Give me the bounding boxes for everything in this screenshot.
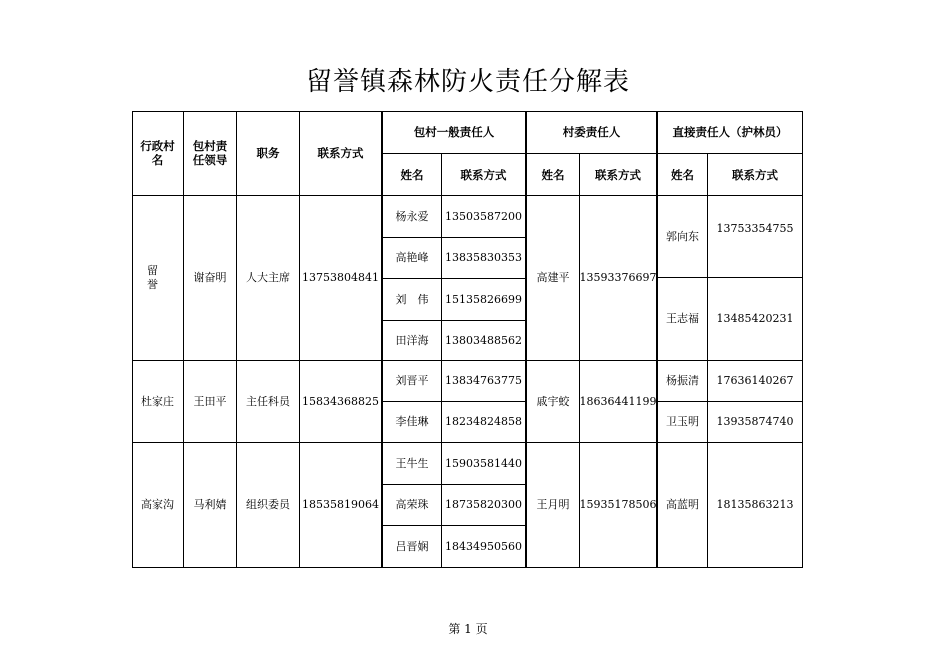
leader-name: 王田平: [184, 361, 237, 443]
page-number: 第 1 页: [448, 622, 488, 636]
general-phone: 15135826699: [442, 279, 526, 321]
committee-phone: 18636441199: [580, 361, 657, 443]
header-leader: 包村责任领导: [184, 111, 237, 196]
village-name: 杜家庄: [132, 361, 184, 443]
direct-phone: 13753354755: [708, 196, 803, 278]
general-phone: 18434950560: [442, 526, 526, 568]
direct-phone: 13935874740: [708, 402, 803, 443]
general-phone: 18735820300: [442, 485, 526, 526]
village-name: 留 誉: [132, 196, 184, 361]
leader-position: 主任科员: [237, 361, 300, 443]
direct-phone: 18135863213: [708, 443, 803, 568]
page-title: 留誉镇森林防火责任分解表: [305, 67, 630, 97]
committee-name: 王月明: [525, 443, 580, 568]
general-name: 高荣珠: [381, 485, 442, 526]
header-group-committee: 村委责任人: [525, 111, 657, 154]
general-phone: 13503587200: [442, 196, 526, 238]
direct-name: 郭向东: [656, 196, 708, 278]
village-name: 高家沟: [132, 443, 184, 568]
general-name: 刘晋平: [381, 361, 442, 402]
general-phone: 18234824858: [442, 402, 526, 443]
general-name: 刘 伟: [381, 279, 442, 321]
responsibility-table: [132, 111, 803, 568]
subheader-direct-contact: 联系方式: [708, 154, 803, 196]
general-name: 高艳峰: [381, 238, 442, 279]
general-name: 吕晋娴: [381, 526, 442, 568]
general-name: 王牛生: [381, 443, 442, 485]
general-phone: 13835830353: [442, 238, 526, 279]
leader-name: 谢奋明: [184, 196, 237, 361]
general-phone: 15903581440: [442, 443, 526, 485]
general-name: 李佳琳: [381, 402, 442, 443]
leader-position: 组织委员: [237, 443, 300, 568]
subheader-committee-name: 姓名: [525, 154, 580, 196]
direct-name: 王志福: [656, 278, 708, 361]
committee-name: 戚宇蛟: [525, 361, 580, 443]
general-phone: 13803488562: [442, 321, 526, 361]
direct-phone: 13485420231: [708, 278, 803, 361]
leader-contact: 18535819064: [300, 443, 382, 568]
direct-name: 卫玉明: [656, 402, 708, 443]
general-name: 田洋海: [381, 321, 442, 361]
subheader-direct-name: 姓名: [656, 154, 708, 196]
header-group-general: 包村一般责任人: [381, 111, 526, 154]
leader-position: 人大主席: [237, 196, 300, 361]
header-contact: 联系方式: [300, 111, 382, 196]
header-village: 行政村名: [132, 111, 184, 196]
subheader-committee-contact: 联系方式: [580, 154, 657, 196]
committee-phone: 13593376697: [580, 196, 657, 361]
leader-contact: 13753804841: [300, 196, 382, 361]
direct-name: 高蓝明: [656, 443, 708, 568]
general-name: 杨永爱: [381, 196, 442, 238]
header-group-direct: 直接责任人（护林员）: [656, 111, 803, 154]
committee-phone: 15935178506: [580, 443, 657, 568]
general-phone: 13834763775: [442, 361, 526, 402]
header-position: 职务: [237, 111, 300, 196]
leader-contact: 15834368825: [300, 361, 382, 443]
subheader-general-contact: 联系方式: [442, 154, 526, 196]
subheader-general-name: 姓名: [381, 154, 442, 196]
leader-name: 马利婧: [184, 443, 237, 568]
direct-name: 杨振清: [656, 361, 708, 402]
direct-phone: 17636140267: [708, 361, 803, 402]
committee-name: 高建平: [525, 196, 580, 361]
